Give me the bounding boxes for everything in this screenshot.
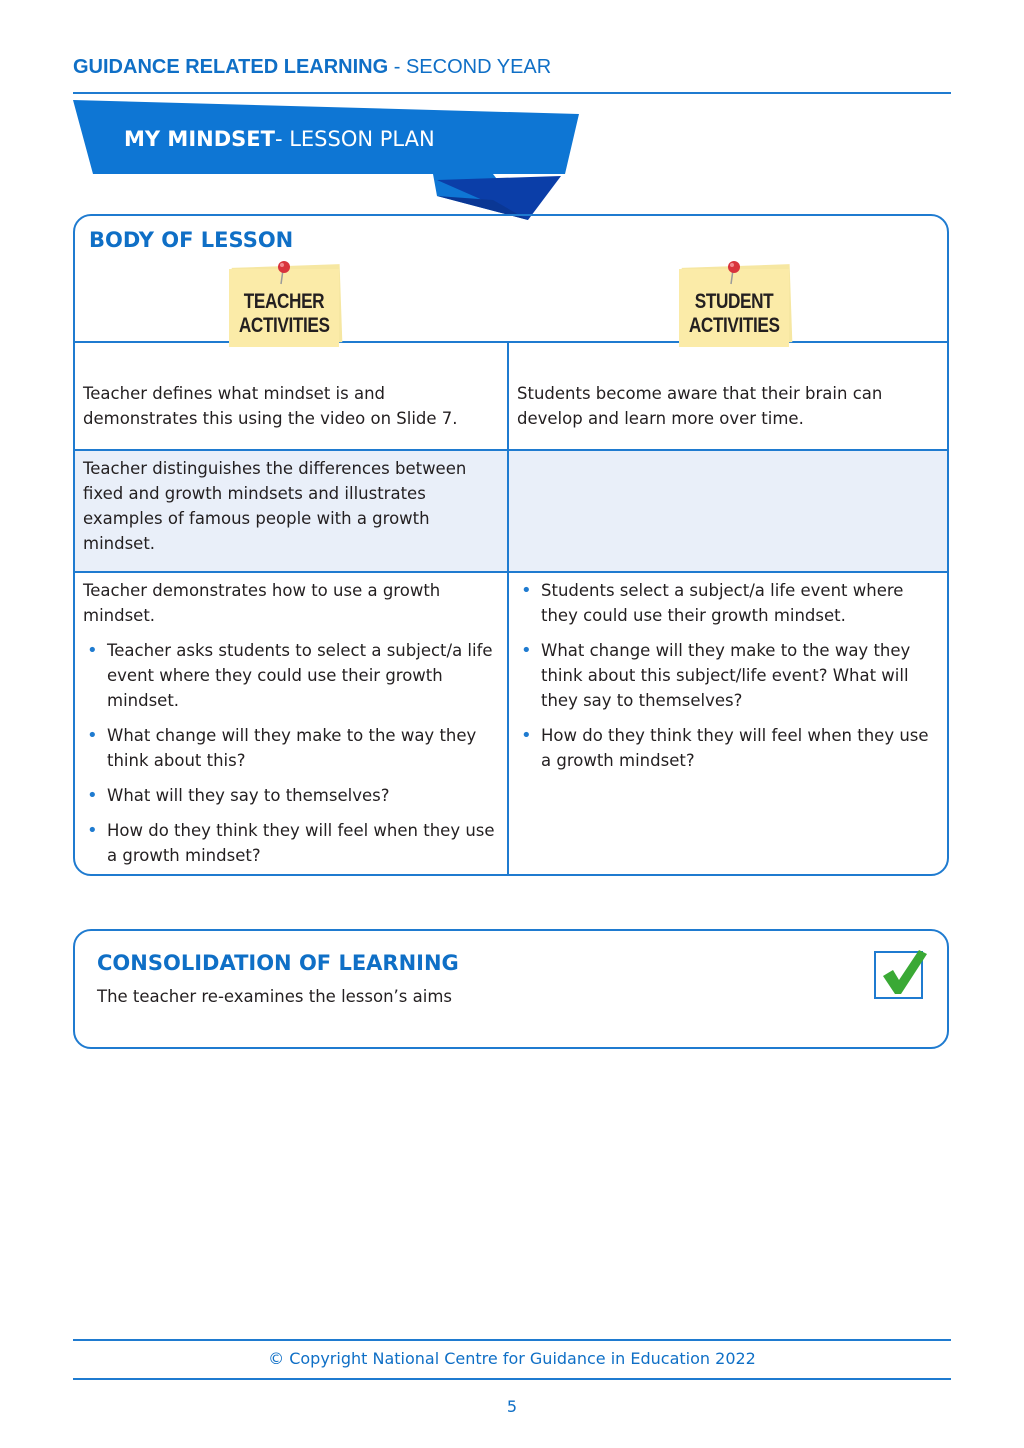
teacher-activities-label	[239, 290, 329, 338]
student-note-line1: STUDENT	[694, 290, 774, 313]
row-3-student-bullets	[517, 578, 942, 773]
lesson-plan-banner	[73, 100, 583, 222]
banner-title-rest: - LESSON PLAN	[274, 127, 435, 151]
row-1-teacher-text: Teacher defines what mindset is and demonstrates this using the video on Slide 7.	[83, 384, 458, 428]
list-item: • How do they think they will feel when they use a growth mindset?	[83, 818, 501, 868]
consolidation-title: CONSOLIDATION OF LEARNING	[97, 951, 459, 975]
page-number: 5	[506, 1397, 518, 1416]
row-1-teacher-cell	[83, 381, 498, 431]
column-divider	[507, 341, 509, 876]
student-note-line2: ACTIVITIES	[688, 314, 780, 337]
row-2-teacher-text: Teacher distinguishes the differences between fixed and growth mindsets and illustrates examples of famous people with a growth mindset.	[83, 459, 467, 553]
checkbox-checked-icon	[873, 946, 929, 1000]
pushpin-icon	[276, 260, 292, 286]
student-activities-note	[679, 266, 791, 344]
body-of-lesson-box	[73, 214, 949, 876]
table-header-line	[75, 341, 947, 343]
consolidation-text: The teacher re-examines the lesson’s aims	[97, 987, 452, 1006]
banner-title	[124, 127, 435, 151]
list-item: • What will they say to themselves?	[83, 783, 501, 808]
row-3-teacher-cell	[83, 578, 501, 868]
footer-bottom-line	[73, 1378, 951, 1380]
teacher-note-line2: ACTIVITIES	[238, 314, 330, 337]
banner-title-strong: MY MINDSET	[124, 127, 275, 151]
row-1-divider	[75, 449, 947, 451]
body-of-lesson-title: BODY OF LESSON	[89, 228, 294, 252]
pushpin-icon	[726, 260, 742, 286]
row-1-student-text: Students become aware that their brain can develop and learn more over time.	[517, 384, 883, 428]
row-2-student-bg	[509, 451, 949, 571]
row-3-teacher-intro: Teacher demonstrates how to use a growth mindset.	[83, 581, 441, 625]
banner-ribbon-shape	[73, 100, 583, 222]
row-2-teacher-cell	[83, 456, 501, 556]
list-item: • How do they think they will feel when they use a growth mindset?	[517, 723, 942, 773]
row-3-student-cell	[517, 568, 942, 773]
teacher-note-line1: TEACHER	[243, 290, 325, 313]
list-item: • Students select a subject/a life event where they could use their growth mindset.	[517, 578, 942, 628]
header-title-strong: GUIDANCE RELATED LEARNING	[73, 56, 389, 78]
list-item: • Teacher asks students to select a subject/a life event where they could use their growth mindset.	[83, 638, 501, 713]
teacher-activities-note	[229, 266, 341, 344]
list-item: • What change will they make to the way they think about this subject/life event? What will they say to themselves?	[517, 638, 942, 713]
footer-copyright: © Copyright National Centre for Guidance in Education 2022	[268, 1349, 756, 1368]
footer-top-line	[73, 1339, 951, 1341]
row-1-student-cell	[517, 381, 937, 431]
student-activities-label	[689, 290, 779, 338]
header-title	[73, 56, 551, 79]
list-item: • What change will they make to the way they think about this?	[83, 723, 501, 773]
page-header	[73, 56, 951, 94]
consolidation-box	[73, 929, 949, 1049]
row-3-teacher-bullets	[83, 638, 501, 868]
header-title-rest: - SECOND YEAR	[388, 56, 552, 78]
